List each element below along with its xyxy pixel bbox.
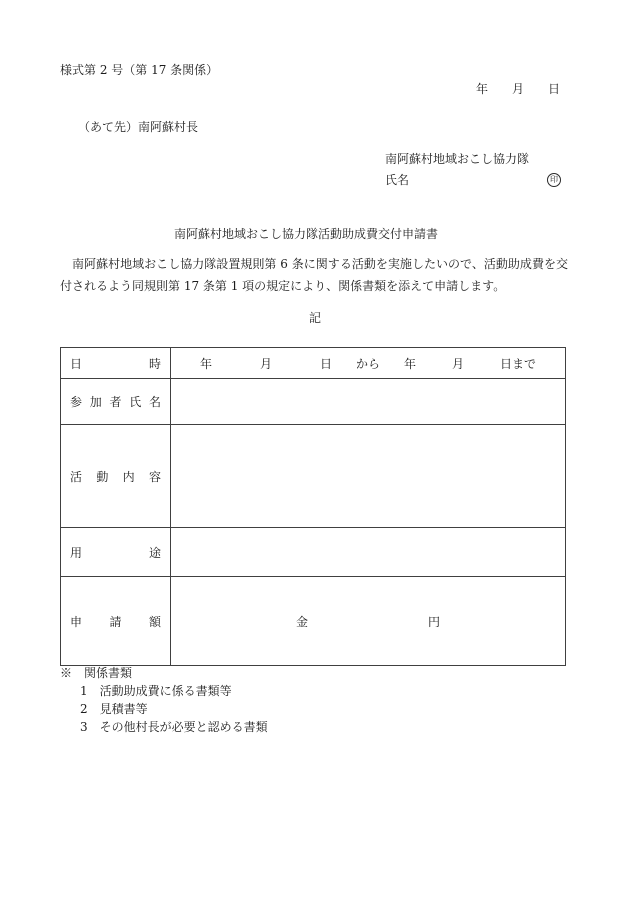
body-paragraph: 南阿蘇村地域おこし協力隊設置規則第 6 条に関する活動を実施したいので、活動助成費を交付されるよう同規則第 17 条第 1 項の規定により、関係書類を添えて申請します。 <box>60 257 568 293</box>
notes-item: 2 見積書等 <box>80 702 148 716</box>
notes-item: 1 活動助成費に係る書類等 <box>80 684 232 698</box>
row-label-activity: 活動内容 <box>61 425 171 528</box>
applicant-organization: 南阿蘇村地域おこし協力隊 <box>385 152 530 166</box>
row-value-purpose <box>171 528 566 577</box>
notes-header: ※ 関係書類 <box>60 666 133 680</box>
row-label-amount: 申請額 <box>61 577 171 666</box>
addressee-line: （あて先）南阿蘇村長 <box>78 120 199 134</box>
row-value-amount: 金 円 <box>171 577 566 666</box>
name-label: 氏名 <box>385 173 410 187</box>
table-row-amount <box>61 577 566 666</box>
record-marker: 記 <box>308 311 321 325</box>
row-label-datetime: 日時 <box>61 348 171 379</box>
related-documents-notes <box>60 664 268 736</box>
row-value-participants <box>171 379 566 425</box>
table-row-datetime <box>61 348 566 379</box>
application-form-table <box>60 347 566 666</box>
table-row-purpose <box>61 528 566 577</box>
row-value-datetime: 年 月 日 から 年 月 日まで <box>171 348 566 379</box>
table-row-activity <box>61 425 566 528</box>
notes-list <box>60 682 268 736</box>
row-label-purpose: 用途 <box>61 528 171 577</box>
seal-mark-icon: 印 <box>547 173 561 187</box>
row-label-participants: 参加者氏名 <box>61 379 171 425</box>
table-row-participants <box>61 379 566 425</box>
form-number: 様式第 2 号（第 17 条関係） <box>60 63 219 77</box>
document-title: 南阿蘇村地域おこし協力隊活動助成費交付申請書 <box>173 227 438 241</box>
notes-item: 3 その他村長が必要と認める書類 <box>80 720 268 734</box>
applicant-name-line <box>385 171 561 188</box>
date-line: 年 月 日 <box>475 82 560 96</box>
row-value-activity <box>171 425 566 528</box>
